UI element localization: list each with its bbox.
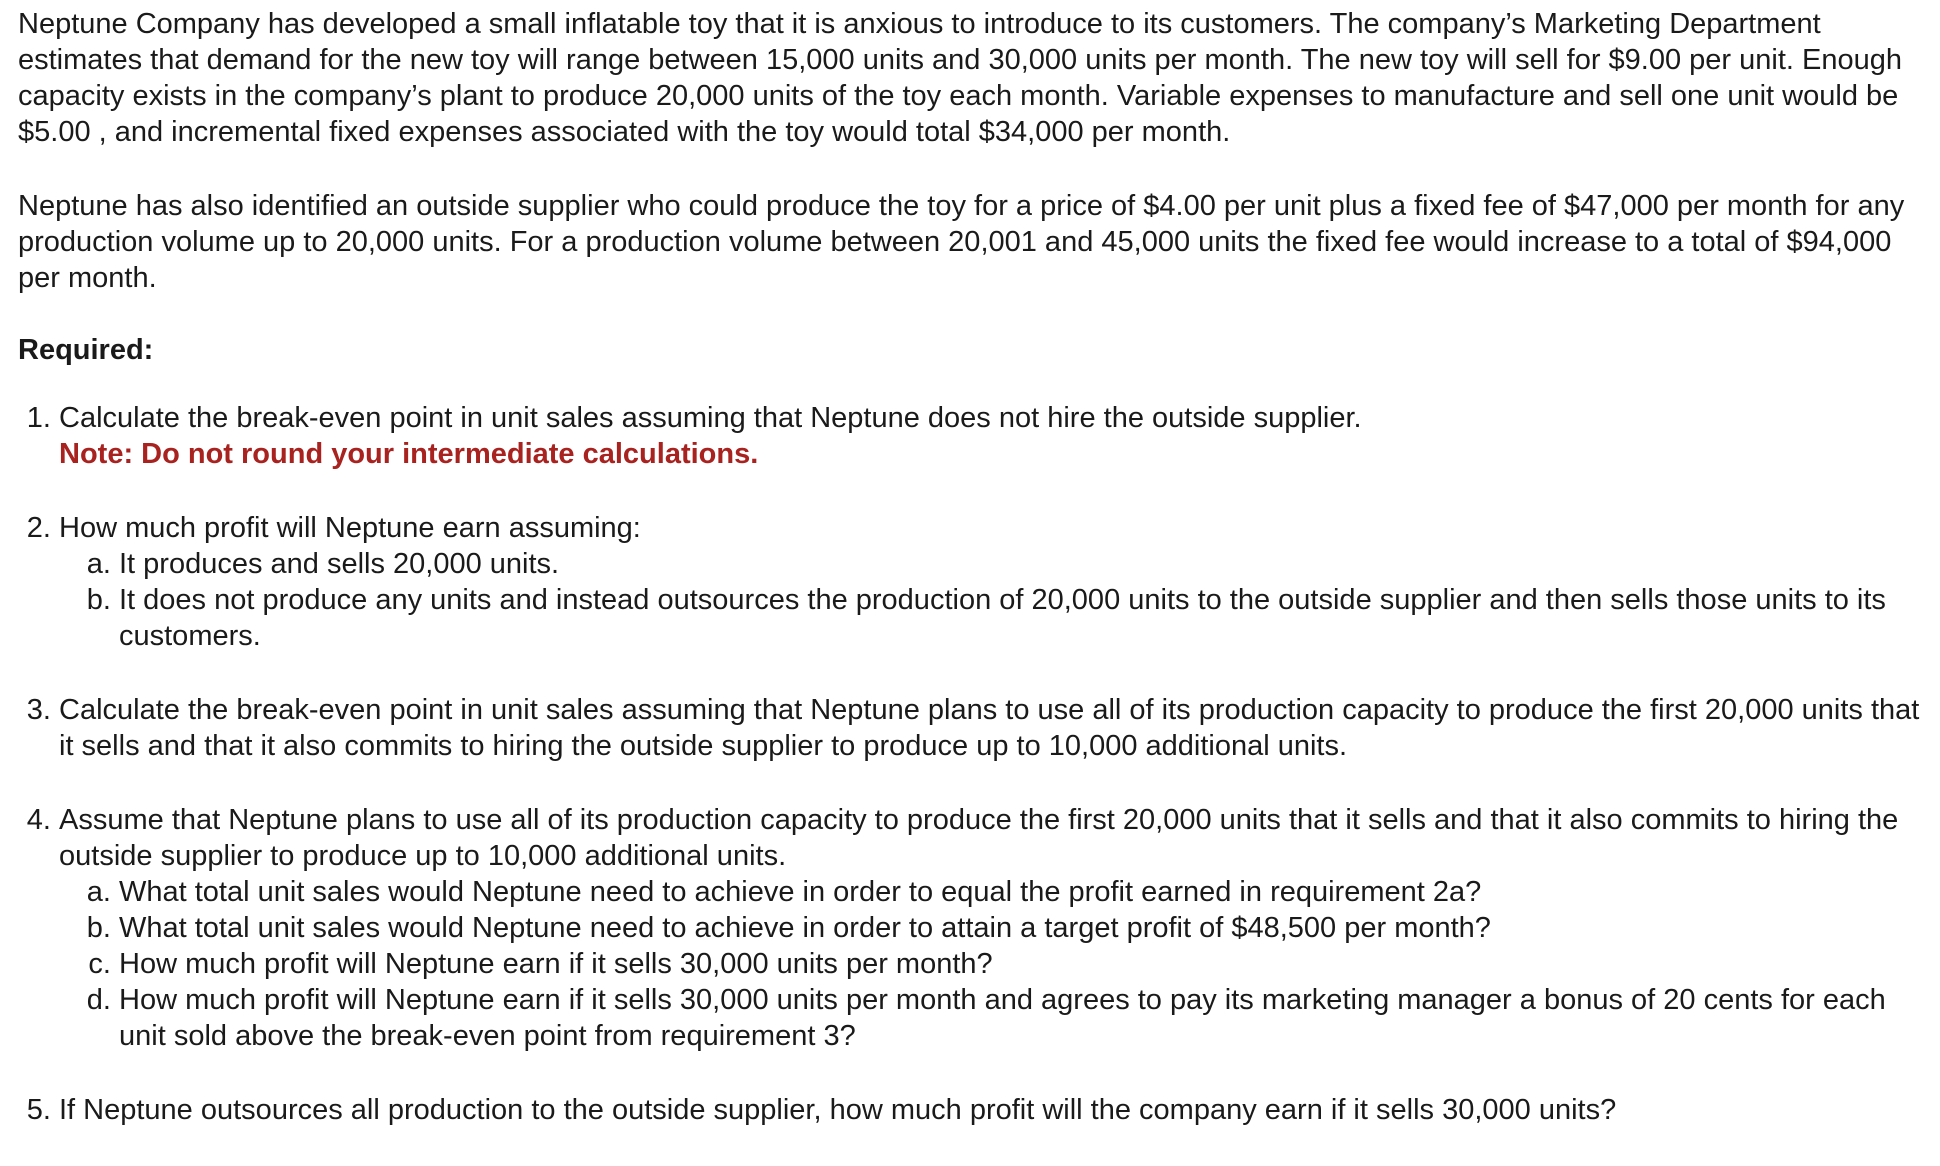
- requirement-2-text: How much profit will Neptune earn assuming:: [59, 512, 641, 544]
- intro-paragraph-1: Neptune Company has developed a small inflatable toy that it is anxious to introduce to its customers. The company’s Marketing Department estimates that demand for the new toy will range between 15,000 units and 30,000 units per month. The new toy will sell for $9.00 per unit. Enough capacity exists in the company’s plant to produce 20,000 units of the toy each month. Variable expenses to manufacture and sell one unit would be $5.00 , and incremental fixed expenses associated with the toy would total $34,000 per month.: [18, 8, 1902, 148]
- requirement-4-text: Assume that Neptune plans to use all of its production capacity to produce the first 20,000 units that it sells and that it also commits to hiring the outside supplier to produce up to 10,000 additional units.: [59, 804, 1899, 872]
- requirement-5-text: If Neptune outsources all production to the outside supplier, how much profit will the company earn if it sells 30,000 units?: [59, 1094, 1617, 1126]
- requirement-4d: d. How much profit will Neptune earn if it sells 30,000 units per month and agrees to pay its marketing manager a bonus of 20 cents for each unit sold above the break-even point from requirement 3?: [119, 982, 1922, 1054]
- rounding-note: Note: Do not round your intermediate calculations.: [59, 438, 759, 470]
- requirement-2-sublist: [59, 546, 1922, 654]
- requirements-list: [18, 400, 1922, 1128]
- requirement-2a: a. It produces and sells 20,000 units.: [119, 546, 1922, 582]
- requirement-5: [59, 1092, 1922, 1128]
- requirement-4a: a. What total unit sales would Neptune need to achieve in order to equal the profit earned in requirement 2a?: [119, 874, 1922, 910]
- requirement-4: [59, 802, 1922, 1054]
- requirement-4c: c. How much profit will Neptune earn if it sells 30,000 units per month?: [119, 946, 1922, 982]
- requirement-4-sublist: [59, 874, 1922, 1054]
- requirement-4b: b. What total unit sales would Neptune need to achieve in order to attain a target profit of $48,500 per month?: [119, 910, 1922, 946]
- requirement-1-text: Calculate the break-even point in unit sales assuming that Neptune does not hire the outside supplier.: [59, 402, 1362, 434]
- requirement-1: [59, 400, 1922, 472]
- requirement-3: [59, 692, 1922, 764]
- required-heading: Required:: [18, 334, 154, 366]
- intro-paragraph-2: Neptune has also identified an outside supplier who could produce the toy for a price of $4.00 per unit plus a fixed fee of $47,000 per month for any production volume up to 20,000 units. For a production volume between 20,001 and 45,000 units the fixed fee would increase to a total of $94,000 per month.: [18, 190, 1905, 294]
- requirement-2: [59, 510, 1922, 654]
- requirement-2b: b. It does not produce any units and instead outsources the production of 20,000 units to the outside supplier and then sells those units to its customers.: [119, 582, 1922, 654]
- requirement-3-text: Calculate the break-even point in unit sales assuming that Neptune plans to use all of its production capacity to produce the first 20,000 units that it sells and that it also commits to hiring the outside supplier to produce up to 10,000 additional units.: [59, 694, 1920, 762]
